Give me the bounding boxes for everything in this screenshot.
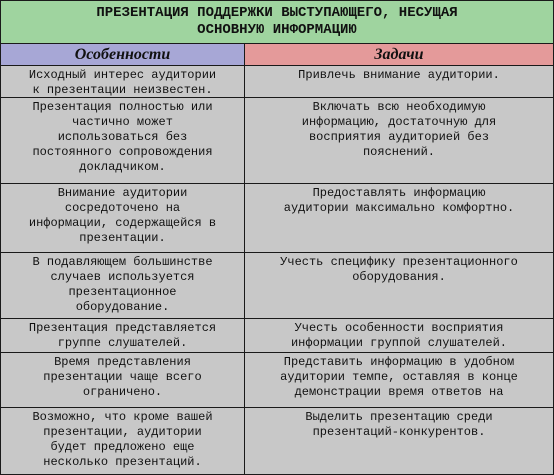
feature-cell: Внимание аудитории сосредоточено на информации, содержащейся в презентации. (1, 184, 245, 252)
task-cell: Привлечь внимание аудитории. (298, 68, 500, 82)
table-row (1, 353, 553, 408)
task-cell: Предоставлять информацию аудитории максимально комфортно. (283, 186, 515, 215)
task-cell: Выделить презентацию среди презентаций-конкурентов. (305, 410, 493, 439)
feature-cell: В подавляющем большинстве случаев используется презентационное оборудование. (1, 253, 245, 318)
feature-cell: Презентация полностью или частично может использоваться без постоянного сопровождения докладчиком. (1, 98, 245, 183)
task-cell: Учесть специфику презентационного оборудования. (280, 255, 518, 284)
table-title-text: ПРЕЗЕНТАЦИЯ ПОДДЕРЖКИ ВЫСТУПАЮЩЕГО, НЕСУЩАЯ ОСНОВНУЮ ИНФОРМАЦИЮ (96, 5, 458, 38)
table-row (1, 319, 553, 353)
column-header-features: Особенности (1, 44, 245, 66)
table-body (1, 66, 553, 474)
feature-cell: Исходный интерес аудитории к презентации неизвестен. (1, 66, 245, 97)
task-cell: Представить информацию в удобном аудитории темпе, оставляя в конце демонстрации время ответов на (280, 355, 518, 399)
table-row (1, 66, 553, 98)
table-row (1, 98, 553, 184)
task-cell: Учесть особенности восприятия информации группой слушателей. (290, 321, 508, 350)
table-row (1, 408, 553, 474)
table-row (1, 253, 553, 319)
task-cell: Включать всю необходимую информацию, достаточную для восприятия аудиторией без пояснений. (301, 100, 497, 159)
table-title (1, 1, 553, 44)
feature-cell: Время представления презентации чаще всего ограничено. (1, 353, 245, 407)
table-row (1, 184, 553, 253)
feature-cell: Презентация представляется группе слушателей. (1, 319, 245, 352)
column-header-tasks: Задачи (245, 44, 553, 66)
feature-cell: Возможно, что кроме вашей презентации, аудитории будет предложено еще несколько презентаций. (1, 408, 245, 474)
